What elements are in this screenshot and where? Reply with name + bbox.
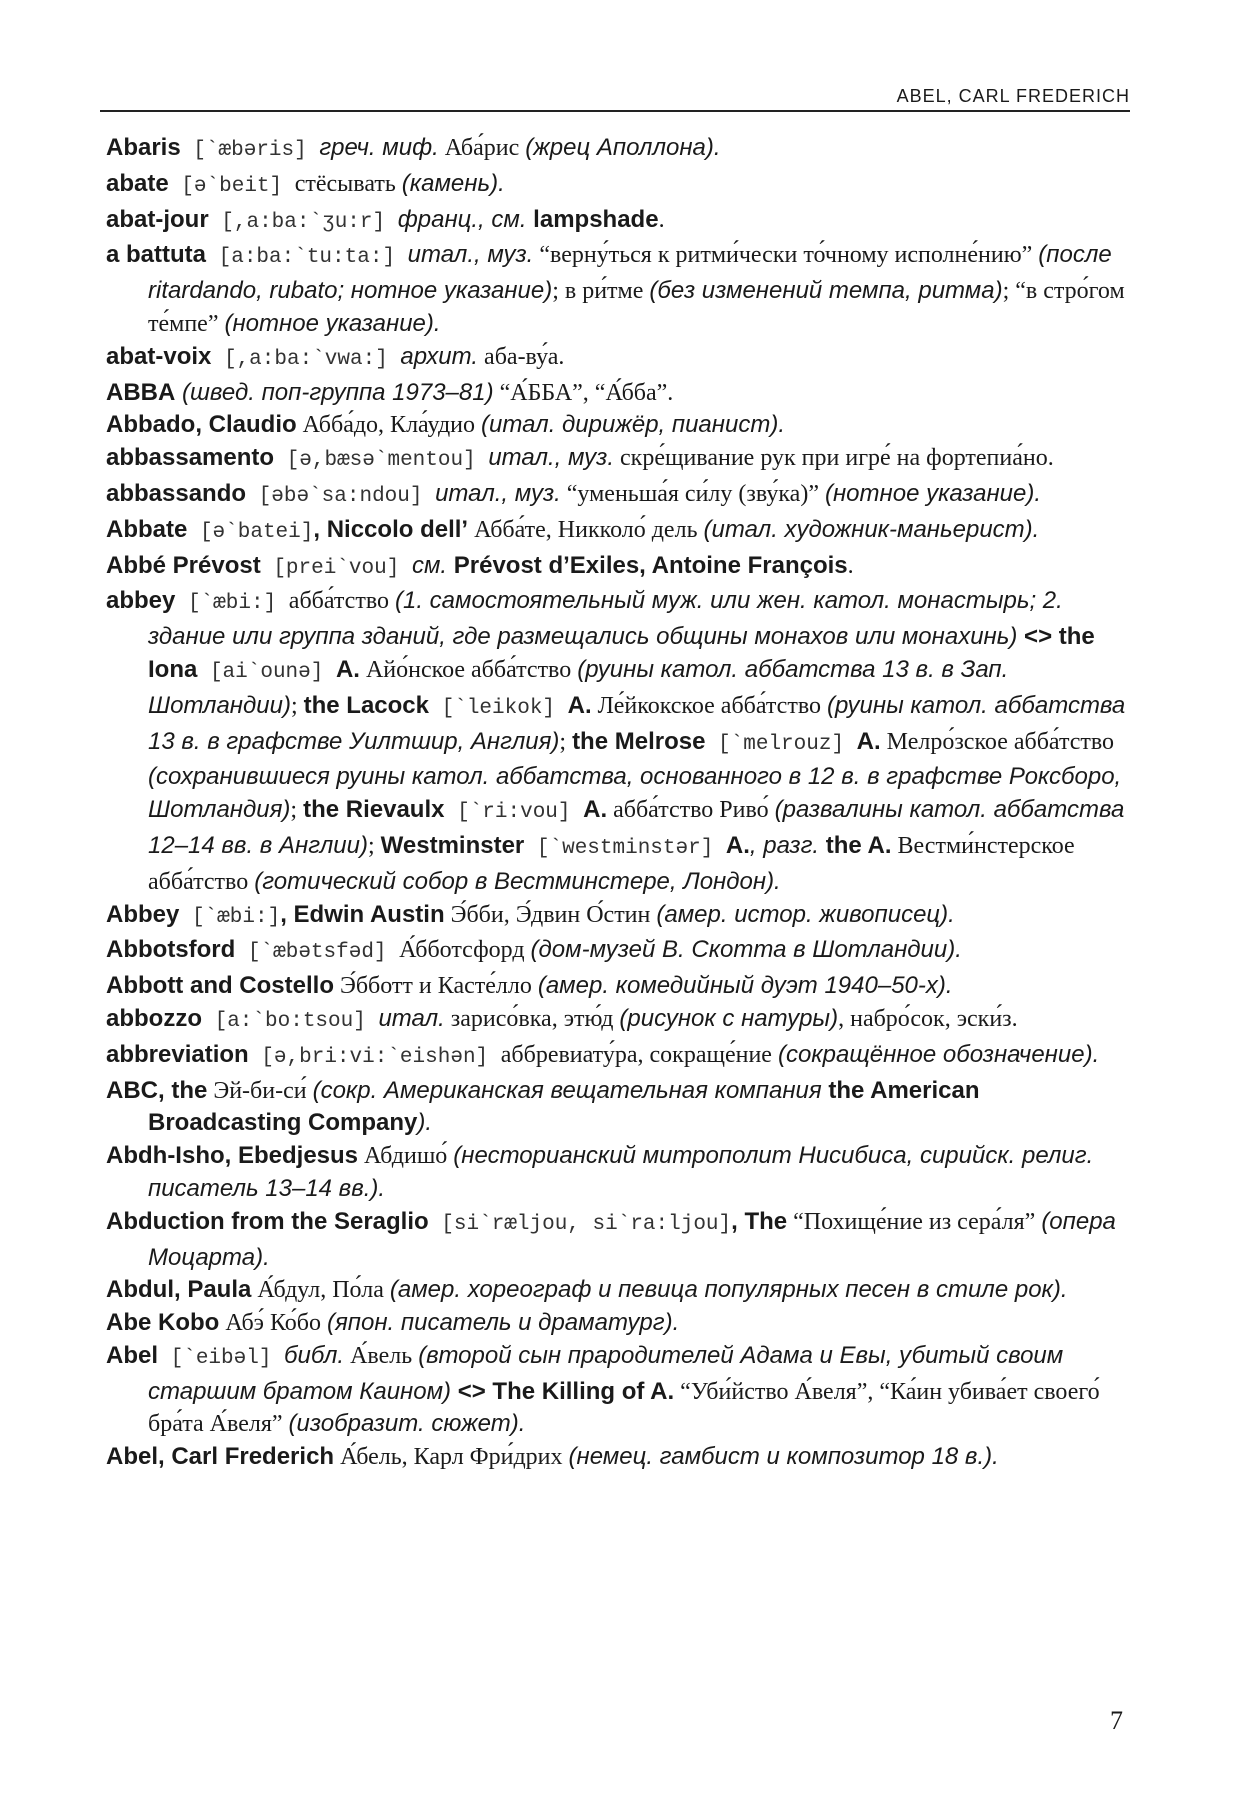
usage-label: (немец. гамбист и композитор 18 в.). [568,1443,999,1471]
headword: A. [583,796,608,824]
headword: Abel [106,1341,159,1369]
usage-label: (изобразит. сюжет). [288,1410,526,1438]
transcription: [a:`bo:tsou] [202,1009,379,1033]
entry-text: зарисо́вка, этю́д [444,1005,620,1032]
headword: <> The Killing of A. [451,1377,675,1405]
transcription: [`eibəl] [158,1346,285,1370]
headword: abbozzo [106,1004,202,1032]
usage-label: (дом-музей В. Скотта в Шотландии). [530,936,962,964]
headword: Abduction from the Seraglio [106,1207,429,1235]
entry-text: “верну́ться к ритми́чески то́чному исполне́нию” [533,242,1039,269]
headword: abbreviation [106,1040,249,1068]
usage-label: (рисунок с натуры) [619,1004,839,1032]
transcription: [si`ræljou, si`ra:ljou] [428,1212,732,1236]
entry-text: аба-ву́а. [478,343,565,370]
headword: , Niccolo dell’ [313,515,469,543]
headword: Abbado, Claudio [106,411,297,439]
entry-text: “Уби́йство А́веля”, “Ка́ин убива́ет своего́ бра́та А́веля” [148,1378,1100,1438]
usage-label: (несторианский митрополит Нисибиса, сирийск. религ. писатель 13–14 вв.). [148,1142,1094,1202]
transcription: [,a:ba:`vwa:] [211,347,401,371]
entry-text: ; “в стро́гом те́мпе” [148,278,1125,337]
dictionary-entry [106,934,1130,970]
entry-text: А́бель, Карл Фри́дрих [334,1444,569,1471]
headword: , The [731,1207,788,1235]
usage-label: (развалины катол. аббатства 12–14 вв. в Англии) [148,796,1125,859]
dictionary-entry [106,132,1130,168]
usage-label: (сокращённое обозначение). [777,1040,1100,1068]
usage-label: (камень). [401,169,505,197]
usage-label: (япон. писатель и драматург). [326,1309,680,1337]
transcription: [a:ba:`tu:ta:] [206,246,408,270]
headword: the Rievaulx [303,796,445,824]
dictionary-entry [106,1206,1130,1275]
headword: Abdh-Isho, Ebedjesus [106,1142,359,1170]
entry-text: скре́щивание рук при игре́ на фортепиа́но. [614,445,1054,472]
dictionary-entry [106,204,1130,240]
transcription: [`æbətsfəd] [235,941,400,965]
transcription: [ə`beit] [168,174,295,198]
dictionary-entry [106,899,1130,935]
usage-label: (после ritardando, rubato; нотное указание) [148,241,1112,305]
dictionary-entry [106,585,1130,898]
headword: A. [856,727,881,755]
usage-label: архит. [400,342,479,370]
dictionary-entry [106,341,1130,377]
usage-label: греч. миф. [319,134,439,161]
headword: Abel, Carl Frederich [106,1443,335,1471]
usage-label: (руины катол. аббатства 13 в. в Зап. Шотландии) [148,655,1009,719]
usage-label: (готический собор в Вестминстере, Лондон). [254,867,781,895]
transcription: [ai`ounə] [197,660,336,684]
running-title: ABEL, CARL FREDERICH [896,86,1130,106]
entry-text: “уменьша́я си́лу (зву́ка)” [560,480,825,507]
headword: Abbate [106,515,188,543]
entry-text: Аба́рис [438,135,526,161]
headword: abat-jour [106,205,209,233]
entry-text: Э́бби, Э́двин О́стин [444,901,657,928]
dictionary-entry [106,1140,1130,1206]
entry-text: “Похище́ние из сера́ля” [787,1208,1042,1235]
headword: Abaris [106,134,181,161]
entry-text: Эй-би-си́ [207,1077,313,1104]
entry-text: Э́бботт и Касте́лло [333,973,538,1000]
headword: the A. [825,831,892,859]
transcription: [ə`batei] [187,520,314,544]
dictionary-entry [106,1274,1130,1307]
usage-label: (жрец Аполлона). [525,134,721,161]
usage-label: (сохранившиеся руины катол. аббатства, основанного в 12 в. в графстве Роксборо, Шотландия) [148,763,1122,824]
entry-text: Абэ́ Ко́бо [219,1310,327,1337]
headword: the American Broadcasting Company [148,1076,980,1137]
transcription: [ə,bæsə`mentou] [274,449,489,473]
usage-label: (опера Моцарта). [148,1207,1116,1271]
headword: ABBA [106,378,176,406]
dictionary-entry [106,1441,1130,1474]
headword: the Lacock [303,691,430,719]
entry-text: Ле́йкокское абба́тство [591,692,827,719]
dictionary-entry [106,1307,1130,1340]
headword: A. [335,655,360,683]
dictionary-entry [106,168,1130,204]
usage-label: (итал. дирижёр, пианист). [481,411,785,439]
dictionary-entry [106,442,1130,478]
transcription: [ə,bri:vi:`eishən] [248,1045,501,1069]
headword: abat-voix [106,342,212,370]
transcription: [əbə`sa:ndou] [246,484,436,508]
dictionary-entry [106,514,1130,550]
transcription: [`westminstər] [524,836,726,860]
dictionary-entry [106,1003,1130,1039]
dictionary-entry [106,478,1130,514]
headword: abate [106,169,169,197]
usage-label: (амер. истор. живописец). [656,900,955,928]
entry-text: ; [290,692,304,719]
transcription: [`æbi:] [179,905,281,929]
entry-text: А́вель [344,1342,419,1369]
usage-label: (сокр. Американская вещательная компания [312,1076,829,1104]
entry-text: стёсывать [294,170,402,197]
transcription: [`æbəris] [180,139,320,162]
headword: A. [567,691,592,719]
transcription: [`ri:vou] [444,801,584,825]
headword: the Melrose [572,727,706,755]
transcription: [`leikok] [429,696,568,720]
dictionary-entry [106,1075,1130,1141]
entry-text: абба́тство [288,588,395,615]
usage-label: (нотное указание). [824,479,1042,507]
entry-text: Абба́до, Кла́удио [296,412,482,439]
usage-label: (без изменений темпа, ритма) [649,277,1003,305]
usage-label: итал., муз. [488,444,615,472]
dictionary-entry [106,377,1130,410]
headword: Prévost d’Exiles, Antoine François [453,551,848,579]
headword: a battuta [106,241,207,269]
transcription: [`æbi:] [175,592,289,616]
usage-label: итал., муз. [407,241,534,269]
headword: Abbé Prévost [106,551,261,579]
dictionary-entry [106,1039,1130,1075]
transcription: [,a:ba:`ʒu:r] [208,210,398,234]
usage-label: (второй сын прародителей Адама и Евы, убитый своим старшим братом Каином) [148,1341,1064,1405]
entry-text: ; в ри́тме [552,278,650,305]
dictionary-entry [106,970,1130,1003]
entry-text: абба́тство Риво́ [607,797,775,824]
headword: <> the Iona [148,623,1095,683]
entry-text: Абдишо́ [358,1143,454,1170]
usage-label: (нотное указание). [224,309,441,337]
usage-label: ). [417,1109,433,1137]
dictionary-entry [106,550,1130,586]
headword: ABC, the [106,1076,208,1104]
headword: Abbotsford [106,936,236,964]
headword: abbassando [106,479,247,507]
headword: A. [725,831,750,859]
entry-text: “А́ББА”, “А́бба”. [493,379,674,406]
headword: Westminster [380,831,525,859]
usage-label: (амер. хореограф и певица популярных песен в стиле рок). [389,1276,1068,1304]
entry-text: Вестми́нстерское абба́тство [148,832,1075,895]
headword: abbassamento [106,444,275,472]
usage-label: (1. самостоятельный муж. или жен. катол. монастырь; 2. здание или группа зданий, где размещались общины монахов или монахинь) [148,587,1063,651]
headword: Abe Kobo [106,1309,220,1337]
running-header [100,86,1130,112]
headword: Abbott and Costello [106,972,334,1000]
usage-label: , разг. [749,831,826,859]
usage-label: итал., муз. [435,479,561,507]
entry-text: ; [368,832,381,859]
dictionary-entry [106,1340,1130,1441]
page-number: 7 [1110,1706,1123,1735]
entry-text: , набро́сок, эски́з. [838,1005,1018,1032]
entry-text: Абба́те, Никколо́ дель [468,516,704,543]
headword: abbey [106,587,176,615]
dictionary-entries [106,132,1130,1474]
headword: Abbey [106,900,180,928]
usage-label: (итал. художник-маньерист). [703,515,1040,543]
usage-label: библ. [284,1341,345,1369]
entry-text: ; [290,797,304,824]
usage-label: (швед. поп-группа 1973–81) [175,378,494,406]
entry-text: Айо́нское абба́тство [359,656,578,683]
transcription: [prei`vou] [260,556,412,580]
entry-text: А́бдул, По́ла [251,1277,390,1304]
headword: lampshade [533,205,659,233]
usage-label: см. [411,551,454,579]
headword: Abdul, Paula [106,1276,252,1304]
usage-label: итал. [378,1004,445,1032]
usage-label: (амер. комедийный дуэт 1940–50-х). [537,972,953,1000]
transcription: [`melrouz] [705,732,857,756]
dictionary-entry [106,409,1130,442]
entry-text: . [847,552,854,579]
entry-text: ; [559,728,573,755]
dictionary-entry [106,239,1130,340]
entry-text: Мелро́зское абба́тство [880,728,1115,755]
entry-text: А́бботсфорд [399,937,531,964]
usage-label: (руины катол. аббатства 13 в. в графстве Уилтшир, Англия) [148,691,1126,755]
usage-label: франц., см. [397,205,534,233]
entry-text: . [658,206,665,233]
headword: , Edwin Austin [280,900,445,928]
entry-text: аббревиату́ра, сокраще́ние [500,1041,778,1068]
